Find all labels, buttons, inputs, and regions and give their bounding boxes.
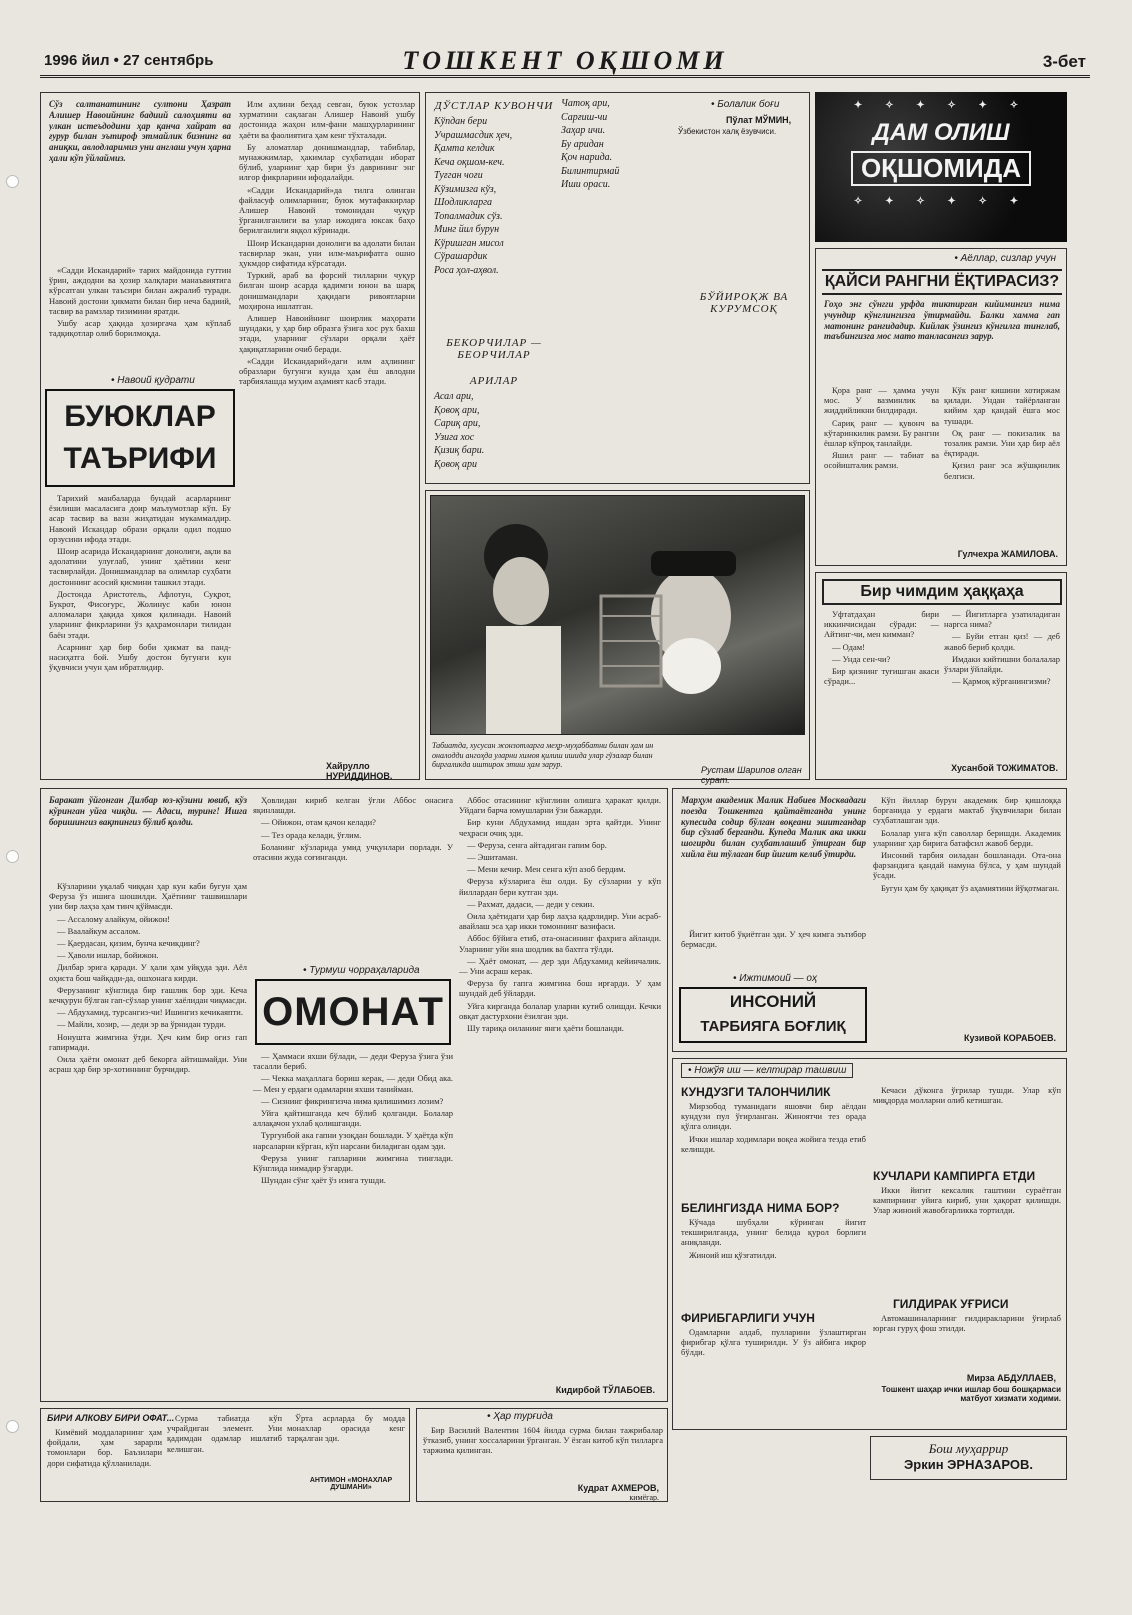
article-navoi-headline xyxy=(45,389,235,487)
article-bottom-left-body: Сурма табиатда кўп учрайдиган элемент. Уни қадимдан одамлар ишлатиб келишган. xyxy=(167,1413,282,1454)
photo-caption: Табиатда, хусусан жонзотларга меҳр-муҳаббатни билан ҳам ин оналодди ангоҳда уларни химоя қилиш ишида улар гўзалар билан биргаликда иштирок этиш ҳам зарур. xyxy=(432,741,654,769)
crime-heading: БЕЛИНГИЗДА НИМА БОР? xyxy=(681,1201,840,1215)
photo-credit: Рустам Шарипов олган сурат. xyxy=(701,765,802,785)
article-bottom-left xyxy=(40,1408,410,1502)
editor-name: Эркин ЭРНАЗАРОВ. xyxy=(904,1457,1033,1472)
crime-heading: КУНДУЗГИ ТАЛОНЧИЛИК xyxy=(681,1085,831,1099)
article-colors-lead: Гоҳо энг сўнгги урфда тиктирган кийимингиз нима учундир кўнглингизга ўтирмайди. Балки хамма гап матонинг рангидадир. Кийлак ўзингиз кўнгилга тинглаб, таъбингизга мос мато танласангиз зарур. xyxy=(824,299,1060,342)
stars-decoration: ✦ ✧ ✦ ✧ ✦ ✧ xyxy=(853,100,1029,111)
newspaper-title: ТОШКЕНТ ОҚШОМИ xyxy=(402,46,728,75)
article-navoi-body: Тарихий манбаларда бундай асарларнинг ёзилиши масаласига доир маълумотлар кўп. Бу асар тасвир ва вазн жиҳатидан мукаммалдир. Навоий Искандар образи орқали одил подшо орзусини ифода этади. Шоир асарида Искандарнинг донолиги, ақли ва адолатини улуғлаб, унинг ҳаётини кенг тасвирлайди. Донишмандлар ва олимлар суҳбати достоннинг асосий қисмини ташкил этади. Достонда Аристотель, Афлотун, Суқрот, Букрот, Фисоғурс, Жолинус каби юнон алломалари ҳақида ҳикоя қилинади. Навоий уларнинг фикрларини ўз қаҳрамонлари тилидан баён этади. Асарнинг ҳар бир боби ҳикмат ва панд-насиҳатга бой. Ушбу достон бугунги кун ўқувчиси учун ҳам ибратлидир. xyxy=(49,493,231,673)
article-crime-body: Кўчада шубҳали кўринган йигит текширилганда, унинг белида қурол борлиги аниқланди. Жиноий иш қўзғатилди. xyxy=(681,1217,866,1260)
stars-decoration: ✧ ✦ ✧ ✦ ✧ ✦ xyxy=(853,196,1029,207)
poems-author: Пўлат МЎМИН, xyxy=(726,115,792,125)
article-akademik-body: Кўп йиллар бурун академик бир қишлоққа борганида у ердаги мактаб ўқувчилари билан суҳбатлашган эди. Болалар унга кўп саволлар беришди. Академик уларнинг ҳар бирига батафсил жавоб берди. Инсоний тарбия оиладан бошланади. Ота-она фарзандига қандай намуна бўлса, у ҳам шундай ўсади. Бугун ҳам бу ҳақиқат ўз аҳамиятини йўқотмаган. xyxy=(873,795,1061,893)
crime-heading: ФИРИБГАРЛИГИ УЧУН xyxy=(681,1311,815,1325)
article-colors-body: Қора ранг — ҳамма учун мос. У вазминлик ва жиддийликни билдиради. Сариқ ранг — қувонч ва кўтаринкилик рамзи. Бу рангни ёшлар кўпроқ танлайди. Яшил ранг — табиат ва осойишталик рамзи. xyxy=(824,385,939,471)
photo-girl-grandfather xyxy=(430,495,805,735)
article-crime-body: Автомашиналарнинг ғилдиракларини ўғирлаб юрган гуруҳ фош этилди. xyxy=(873,1313,1061,1334)
article-xar-turgida-rubric: • Ҳар турғида xyxy=(487,1411,553,1422)
binder-hole xyxy=(6,1420,19,1433)
article-bottom-left-title: БИРИ АЛКОВУ БИРИ ОФАТ... xyxy=(47,1413,175,1423)
article-omonat-author: Кидирбой ТЎЛАБОЕВ. xyxy=(555,1385,655,1395)
poems-rubric: • Болалик боғи xyxy=(711,99,780,110)
article-xar-turgida xyxy=(416,1408,668,1502)
article-navoi-body: Илм аҳлини беҳад севган, буюк устозлар хурматини сақлаган Алишер Навоий ушбу достонида жаҳон илм-фани машҳурларининг ҳаёти ва фаолиятига ҳам кенг тўхталади. Бу аломатлар донишмандлар, табиблар, мунажжимлар, ҳакимлар суҳбатидан иборат бўлиб, уларнинг ҳар бири ўз даврининг энг илғор фикрларини ифодалайди. «Садди Искандарий»да тилга олинган файласуф олимларнинг, буюк мутафаккирлар Алишер Навоий томонидан чуқур ўрганилганлиги ва улар ижодига юксак баҳо берилганлиги яққол кўринади. Шоир Искандарни донолиги ва адолати билан тасвирлар экан, уни илм-маърифатга ошно ҳукмдор сифатида кўрсатади. Туркий, араб ва форсий тилларни чуқур билган шоир асарда қадимги юнон ва шарқ донишмандлари ҳақидаги ривоятларни моҳирона ишлатган. Алишер Навоийнинг шоирлик маҳорати шундаки, у ҳар бир образга ўзига хос рух бахш этади, уларнинг сўзлари орқали ҳаёт ҳақиқатларини очиб беради. «Садди Искандарий»даги илм аҳлининг образлари бугунги кунда ҳам ёш авлодни тарбиялашда муҳим аҳамият касб этади. xyxy=(239,99,415,387)
article-akademik xyxy=(672,788,1067,1052)
article-crime xyxy=(672,1058,1067,1430)
headline-line: ТАЪРИФИ xyxy=(63,442,217,475)
article-akademik-rubric: • Ижтимоий — оҳ xyxy=(733,973,817,984)
article-colors-rubric: • Аёллар, сизлар учун xyxy=(954,253,1056,264)
article-colors-author: Гулчехра ЖАМИЛОВА. xyxy=(957,549,1058,559)
photo-image xyxy=(431,496,805,735)
article-akademik-headline xyxy=(679,987,867,1043)
humor-body: Уфтатдаҳан бири иккинчисидан сўради: — Айтинг-чи, мен кимман? — Одам! — Унда сен-чи? Бир қизнинг туғишган акаси сўради... xyxy=(824,609,939,687)
editor-block xyxy=(870,1436,1067,1480)
article-crime-body: Икки йигит кексалик гаштини сураётган кампирнинг уйига кириб, уни ҳақорат қилишди. Улар жиноий жавобгарликка тортилди. xyxy=(873,1185,1061,1216)
article-bottom-left-body: Ўрта асрларда бу модда монахлар орасида кенг тарқалган эди. xyxy=(287,1413,405,1444)
poem-text: Асал ари, Қовоқ ари, Сариқ ари, Узига хос Қизиқ бари. Қовоқ ари xyxy=(434,391,485,470)
editor-role: Бош муҳаррир xyxy=(928,1441,1009,1456)
page-number: 3-бет xyxy=(1042,52,1086,71)
poem-title: БЎЙИРОҚЖ ВА КУРУМСОҚ xyxy=(699,291,789,315)
humor-title: Бир чимдим ҳаққаҳа xyxy=(822,579,1062,605)
article-crime-author: Мирза АБДУЛЛАЕВ, xyxy=(966,1373,1056,1383)
binder-hole xyxy=(6,850,19,863)
article-navoi-author: Хайрулло НУРИДДИНОВ. xyxy=(326,761,393,781)
article-akademik-body: Йигит китоб ўқиётган эди. У ҳеч кимга эътибор бермасди. xyxy=(681,929,866,950)
article-navoi xyxy=(40,92,420,780)
article-colors-body: Кўк ранг кишини хотиржам қилади. Ундан тайёрланган кийим ҳар қандай ёшга мос тушади. Оқ ранг — покизалик ва тозалик рамзи. Уни ҳар бир аёл ёқтиради. Қизил ранг эса жўшқинлик белгиси. xyxy=(944,385,1060,481)
article-omonat-body: Кўзларини уқалаб чиққан ҳар кун каби бугун ҳам Феруза ўз ишига шошилди. Ҳаётнинг ташвишлари уни бир лаҳза ҳам тинч қўймасди. — Ассалому алайкум, ойижон! — Ваалайкум ассалом. — Қаердасан, қизим, бунча кечикдинг? — Ҳаволи ишлар, бойижон. Дилбар эрига қаради. У ҳали ҳам уйқуда эди. Аёл оҳиста бош чайқади-да, ошхонага кирди. Ферузанинг кўнглида бир ғашлик бор эди. Кеча кечқурун бўлган гап-сўзлар унинг хаёлидан чиқмасди. — Абдухамид, турсангиз-чи! Ишингиз кечикаяпти. — Майли, хозир, — деди эр ва ўрнидан турди. Нонушта жимгина ўтди. Ҳеч ким бир оғиз гап гапирмади. Оила ҳаёти омонат деб бекорга айтишмайди. Уни асраш ҳар бир эр-хотиннинг бурчидир. xyxy=(49,881,247,1075)
crime-heading: ГИЛДИРАК УҒРИСИ xyxy=(893,1297,1009,1311)
issue-date: 1996 йил • 27 сентябрь xyxy=(44,52,214,69)
article-omonat xyxy=(40,788,668,1402)
article-bottom-left-body: Кимёвий моддаларнинг ҳам фойдали, ҳам зарарли томонлари бор. Баъзилари дори сифатида қўлланилади. xyxy=(47,1427,162,1468)
poem-text: Чатоқ ари, Сарғиш-чи Заҳар ичи. Бу аридан Қоч нарида. Билинтирмай Иши ораси. xyxy=(561,98,620,190)
article-colors xyxy=(815,248,1067,566)
binder-hole xyxy=(6,175,19,188)
headline-line: ИНСОНИЙ xyxy=(729,992,817,1011)
article-omonat-body: Аббос отасининг кўнглини олишга ҳаракат қилди. Уйдаги барча юмушларни ўзи бажарди. Бир куни Абдухамид ишдан эрта қайтди. Унинг чеҳраси очиқ эди. — Феруза, сенга айтадиган гапим бор. — Эшитаман. — Мени кечир. Мен сенга кўп азоб бердим. Феруза кўзларига ёш олди. Бу сўзларни у кўп йиллардан бери кутган эди. — Рахмат, дадаси, — деди у секин. Оила ҳаётидаги ҳар бир лаҳза қадрлидир. Уни асраб-авайлаш эса ҳар икки томоннинг вазифаси. Аббос бўйига етиб, ота-онасининг фахрига айланди. Уларнинг уйи яна шодлик ва бахтга тўлди. — Ҳаёт омонат, — дер эди Абдухамид кейинчалик. — Уни асраш керак. Феруза бу гапга жимгина бош ирғарди. У ҳам шундай деб ўйларди. Уйга кирганда болалар уларни кутиб олишди. Кечки овқат дастурхони ёзилган эди. Шу тариқа оиланинг янги ҳаёти бошланди. xyxy=(459,795,661,1034)
headline-line: ТАРБИЯГА БОҒЛИҚ xyxy=(700,1018,846,1035)
article-omonat-body: — Ҳаммаси яхши бўлади, — деди Феруза ўзига ўзи тасалли бериб. — Чекка маҳаллага бориш керак, — деди Обид ака. — Мен у ердаги одамларни яхши танийман. — Сизнинг фикрингизча нима қилишимиз лозим? Уйга қайтишганда кеч бўлиб қолганди. Болалар аллақачон ухлаб қолишганди. Тургунбой ака гапни узоқдан бошлади. У ҳаётда кўп нарсаларни кўрган, кўп нарсани биладиган одам эди. Феруза унинг гапларини жимгина тинглади. Кўнглида нимадир ўзгарди. Шундан сўнг ҳаёт ўз изига тушди. xyxy=(253,1051,453,1186)
poem-friends xyxy=(434,97,554,471)
logo-text-bottom: ОҚШОМИДА xyxy=(851,151,1031,186)
article-crime-body: Кечаси дўконга ўғрилар тушди. Улар кўп миқдорда молларни олиб кетишган. xyxy=(873,1085,1061,1106)
rest-evening-logo xyxy=(815,92,1067,242)
article-crime-body: Мирзобод туманидаги яшовчи бир аёлдан кундузи пул ўғирланган. Жиноятчи тез орада қўлга олинди. Ички ишлар ходимлари воқеа жойига тезда етиб келишди. xyxy=(681,1101,866,1154)
humor-body: — Йигитларга узатиладиган наргса нима? — Буйи етган қиз! — деб жавоб бериб қолди. Имдаки кийтишни болалалар ўзлари ўйлайди. — Қармоқ кўрганингизми? xyxy=(944,609,1060,687)
article-xar-turgida-author-role: кимёгар. xyxy=(629,1493,659,1502)
article-crime-body: Одамларни алдаб, пулларини ўзлаштирган фирибгар қўлга туширилди. У ўз айбига иқрор бўлди. xyxy=(681,1327,866,1358)
article-omonat-lead: Баракат ўйгонган Дилбар юз-кўзини ювиб, кўз кўринган уйга чиқди. — Адаси, туринг! Ишга боришингиз вақтингиз бўлиб қолди. xyxy=(49,795,247,827)
article-colors-title: ҚАЙСИ РАНГНИ ЁҚТИРАСИЗ? xyxy=(822,269,1062,295)
article-xar-turgida-body: Бир Василий Валентин 1604 йилда сурма билан тажрибалар ўтказиб, унинг хоссаларини ўрганган. У ёзган китоб кўп тилларга таржима қилинган. xyxy=(423,1425,663,1456)
article-omonat-headline: ОМОНАТ xyxy=(255,979,451,1045)
poem-bees xyxy=(561,97,671,192)
article-akademik-author: Кузивой КОРАБОЕВ. xyxy=(963,1033,1056,1043)
headline-line: БУЮКЛАР xyxy=(64,400,216,433)
article-navoi-lead: Сўз салтанатининг султони Ҳазрат Алишер Навоийнинг бадиий салоҳияти ва улкан истеъдодини ҳар қанча хайрат ва ғурур билан эътироф этмайлик бизнинг ва аниқки, авлодларимиз уни англаш учун ҳарна ҳали кўп ўйлаймиз. xyxy=(49,99,231,163)
poem-title: ДЎСТЛАР КУВОНЧИ xyxy=(434,100,554,112)
poems-author-role: Ўзбекистон халқ ёзувчиси. xyxy=(678,127,777,136)
humor-author: Хусанбой ТОЖИМАТОВ. xyxy=(951,763,1058,773)
masthead xyxy=(40,48,1090,78)
article-omonat-body: Ҳовлидан кириб келган ўғли Аббос онасига яқинлашди. — Ойижон, отам қачон келади? — Тез орада келади, ўғлим. Боланинг кўзларида умид учқунлари порлади. У отасини жуда соғинганди. xyxy=(253,795,453,863)
article-crime-author-role: Тошкент шаҳар ички ишлар бош бошқармаси матбуот хизмати ходими. xyxy=(881,1385,1061,1403)
poem-title: БЕКОРЧИЛАР — БЕОРЧИЛАР xyxy=(446,337,542,361)
crime-heading: КУЧЛАРИ КАМПИРГА ЕТДИ xyxy=(873,1169,1036,1183)
article-xar-turgida-author: Кудрат АХМЕРОВ, xyxy=(577,1483,659,1493)
article-omonat-rubric: • Турмуш чорраҳаларида xyxy=(303,965,420,976)
article-bottom-left-note: АНТИМОН «МОНАХЛАР ДУШМАНИ» xyxy=(309,1477,393,1491)
poem-text: Кўпдан бери Учрашмасдик ҳеч, Қамта келдик Кеча оқшом-кеч. Туғган чоғи Кўзимизга кўз, Шодликларга Топалмадик сўз. Минг йил бурун Кўришган мисол Сўрашардик Роса ҳол-аҳвол. xyxy=(434,116,513,276)
article-crime-rubric: • Ножўя иш — келтирар ташвиш xyxy=(681,1063,853,1078)
article-navoi-rubric: • Навоий қудрати xyxy=(111,375,195,386)
poem-title: АРИЛАР xyxy=(469,375,519,387)
logo-text-top: ДАМ ОЛИШ xyxy=(872,119,1010,146)
article-akademik-lead: Марҳум академик Малик Набиев Москвадаги поезда Тошкентга қайтаётганда унинг купесида содир бўлган воқеани эшитгандар бир сўзлаб берганди. Купеда Малик ака икки шогирди билан суҳбатлашиб ўтирган бир хийла ёш тўлаган бир йигит келиб ўтирди. xyxy=(681,795,866,859)
article-navoi-body: «Садди Искандарий» тарих майдонида гуттин ўрин, аждодни ва ҳозир халқлари манаъвиятига кўрсатган улкан таъсири билан ажралиб туради. Навоий достони ҳикмати билан бир неча бадиий, тасвир ва рамзлар тизимини яратди. Ушбу асар ҳақида ҳозиргача ҳам кўплаб тадқиқотлар олиб борилмоқда. xyxy=(49,265,231,339)
poems-section xyxy=(425,92,810,484)
photo-block xyxy=(425,490,810,785)
humor-section xyxy=(815,572,1067,780)
